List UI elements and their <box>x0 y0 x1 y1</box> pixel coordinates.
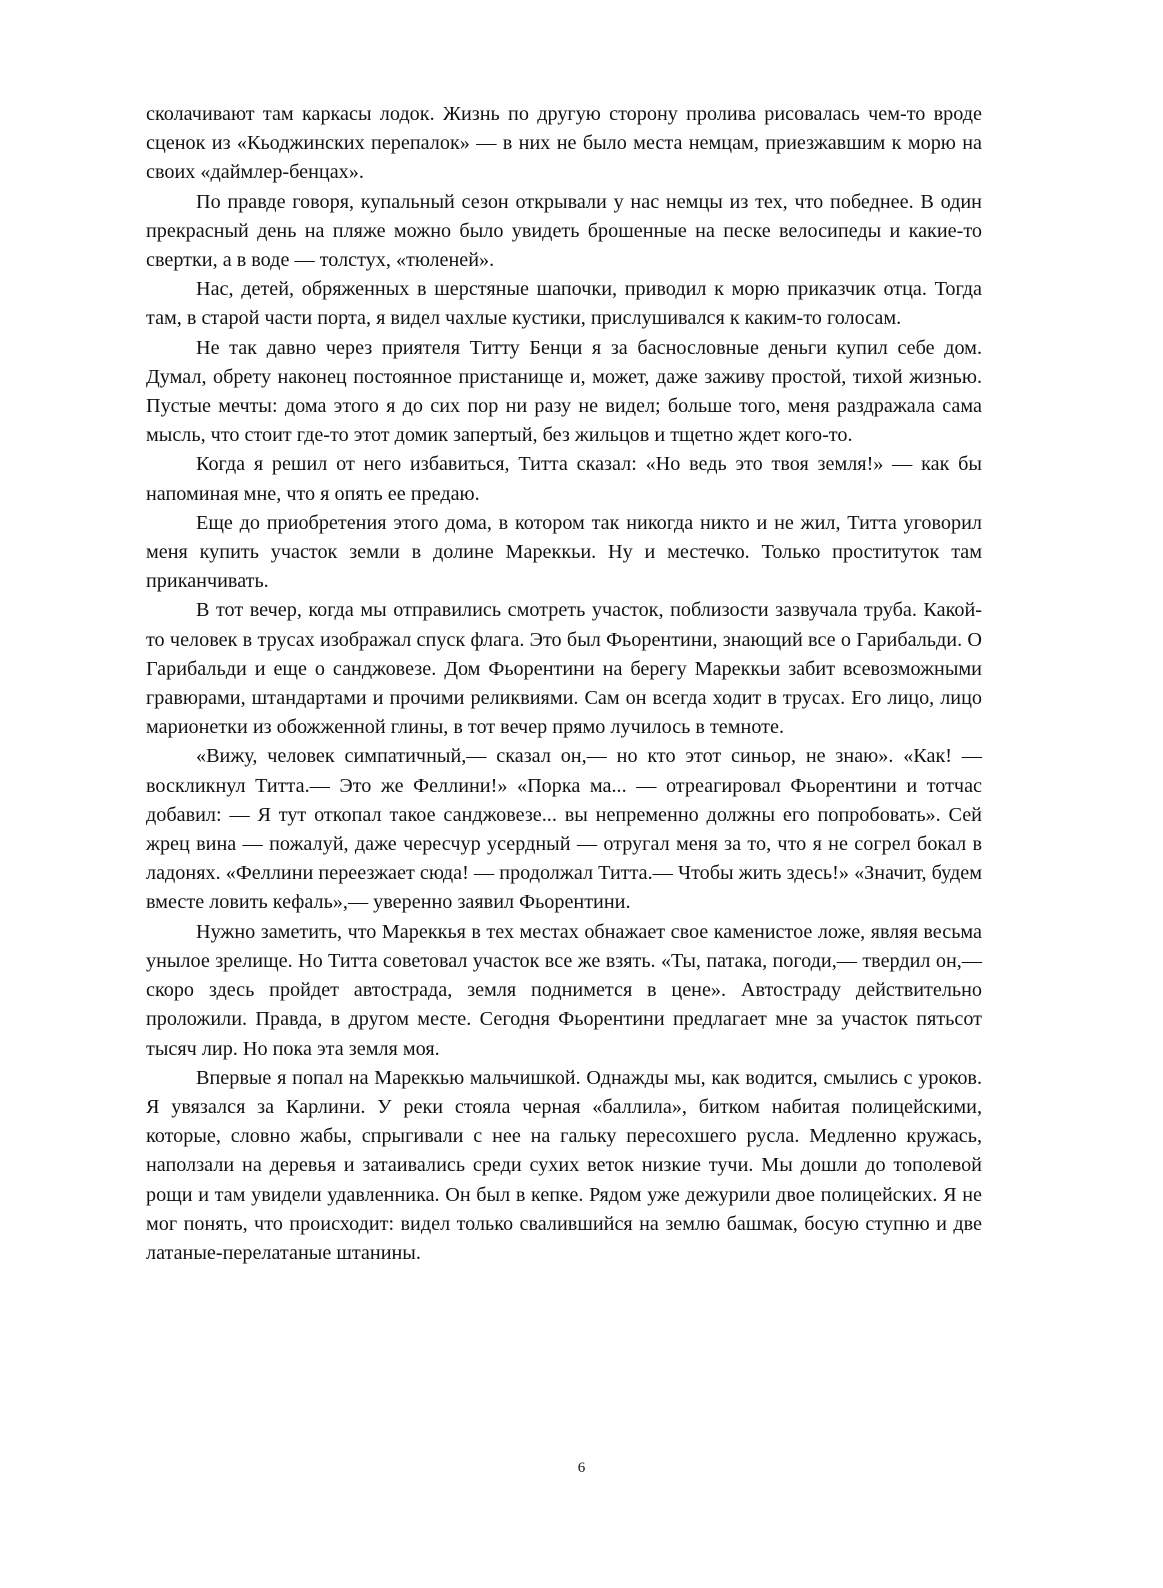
paragraph-1: сколачивают там каркасы лодок. Жизнь по другую сторону пролива рисовалась чем-то вроде сценок из «Кьоджинских перепалок» — в них не было места немцам, приезжавшим к морю на своих «даймлер-бенцах». <box>146 103 982 184</box>
paragraph-7: В тот вечер, когда мы отправились смотреть участок, поблизости зазвучала труба. Какой-то человек в трусах изображал спуск флага. Это был Фьорентини, знающий все о Гарибальди. О Гарибальди и еще о санджовезе. Дом Фьорентини на берегу Мареккьи забит всевозможными гравюрами, штандартами и прочими реликвиями. Сам он всегда ходит в трусах. Его лицо, лицо марионетки из обожженной глины, в тот вечер прямо лучилось в темноте. <box>146 599 982 739</box>
paragraph-4: Не так давно через приятеля Титту Бенци я за баснословные деньги купил себе дом. Думал, обрету наконец постоянное пристанище и, может, даже заживу простой, тихой жизнью. Пустые мечты: дома этого я до сих пор ни разу не видел; больше того, меня раздражала сама мысль, что стоит где-то этот домик запертый, без жильцов и тщетно ждет кого-то. <box>146 336 982 447</box>
paragraph-8: «Вижу, человек симпатичный,— сказал он,— но кто этот синьор, не знаю». «Как! — воскликнул Титта.— Это же Феллини!» «Порка ма... — отреагировал Фьорентини и тотчас добавил: — Я тут откопал такое санджовезе... вы непременно должны его попробовать». Сей жрец вина — пожалуй, даже чересчур усердный — отругал меня за то, что я не согрел бокал в ладонях. «Феллини переезжает сюда! — продолжал Титта.— Чтобы жить здесь!» «Значит, будем вместе ловить кефаль»,— уверенно заявил Фьорентини. <box>146 745 982 914</box>
page-number: 6 <box>577 1460 586 1476</box>
page-body <box>146 100 982 1268</box>
paragraph-3: Нас, детей, обряженных в шерстяные шапочки, приводил к морю приказчик отца. Тогда там, в старой части порта, я видел чахлые кустики, прислушивался к каким-то голосам. <box>146 278 982 330</box>
paragraph-6: Еще до приобретения этого дома, в котором так никогда никто и не жил, Титта уговорил меня купить участок земли в долине Мареккьи. Ну и местечко. Только проституток там приканчивать. <box>146 511 982 593</box>
paragraph-5: Когда я решил от него избавиться, Титта сказал: «Но ведь это твоя земля!» — как бы напоминая мне, что я опять ее предаю. <box>146 453 982 505</box>
paragraph-2: По правде говоря, купальный сезон открывали у нас немцы из тех, что победнее. В один прекрасный день на пляже можно было увидеть брошенные на песке велосипеды и какие-то свертки, а в воде — толстух, «тюленей». <box>146 190 982 272</box>
paragraph-9: Нужно заметить, что Мареккья в тех местах обнажает свое каменистое ложе, являя весьма унылое зрелище. Но Титта советовал участок все же взять. «Ты, патака, погоди,— твердил он,— скоро здесь пройдет автострада, земля поднимется в цене». Автостраду действительно проложили. Правда, в другом месте. Сегодня Фьорентини предлагает мне за участок пятьсот тысяч лир. Но пока эта земля моя. <box>146 920 982 1060</box>
paragraph-10: Впервые я попал на Мареккью мальчишкой. Однажды мы, как водится, смылись с уроков. Я увязался за Карлини. У реки стояла черная «баллила», битком набитая полицейскими, которые, словно жабы, спрыгивали с нее на гальку пересохшего русла. Медленно кружась, наползали на деревья и затаивались среди сухих веток низкие тучи. Мы дошли до тополевой рощи и там увидели удавленника. Он был в кепке. Рядом уже дежурили двое полицейских. Я не мог понять, что происходит: видел только свалившийся на землю башмак, босую ступню и две латаные-перелатаные штанины. <box>146 1066 982 1264</box>
